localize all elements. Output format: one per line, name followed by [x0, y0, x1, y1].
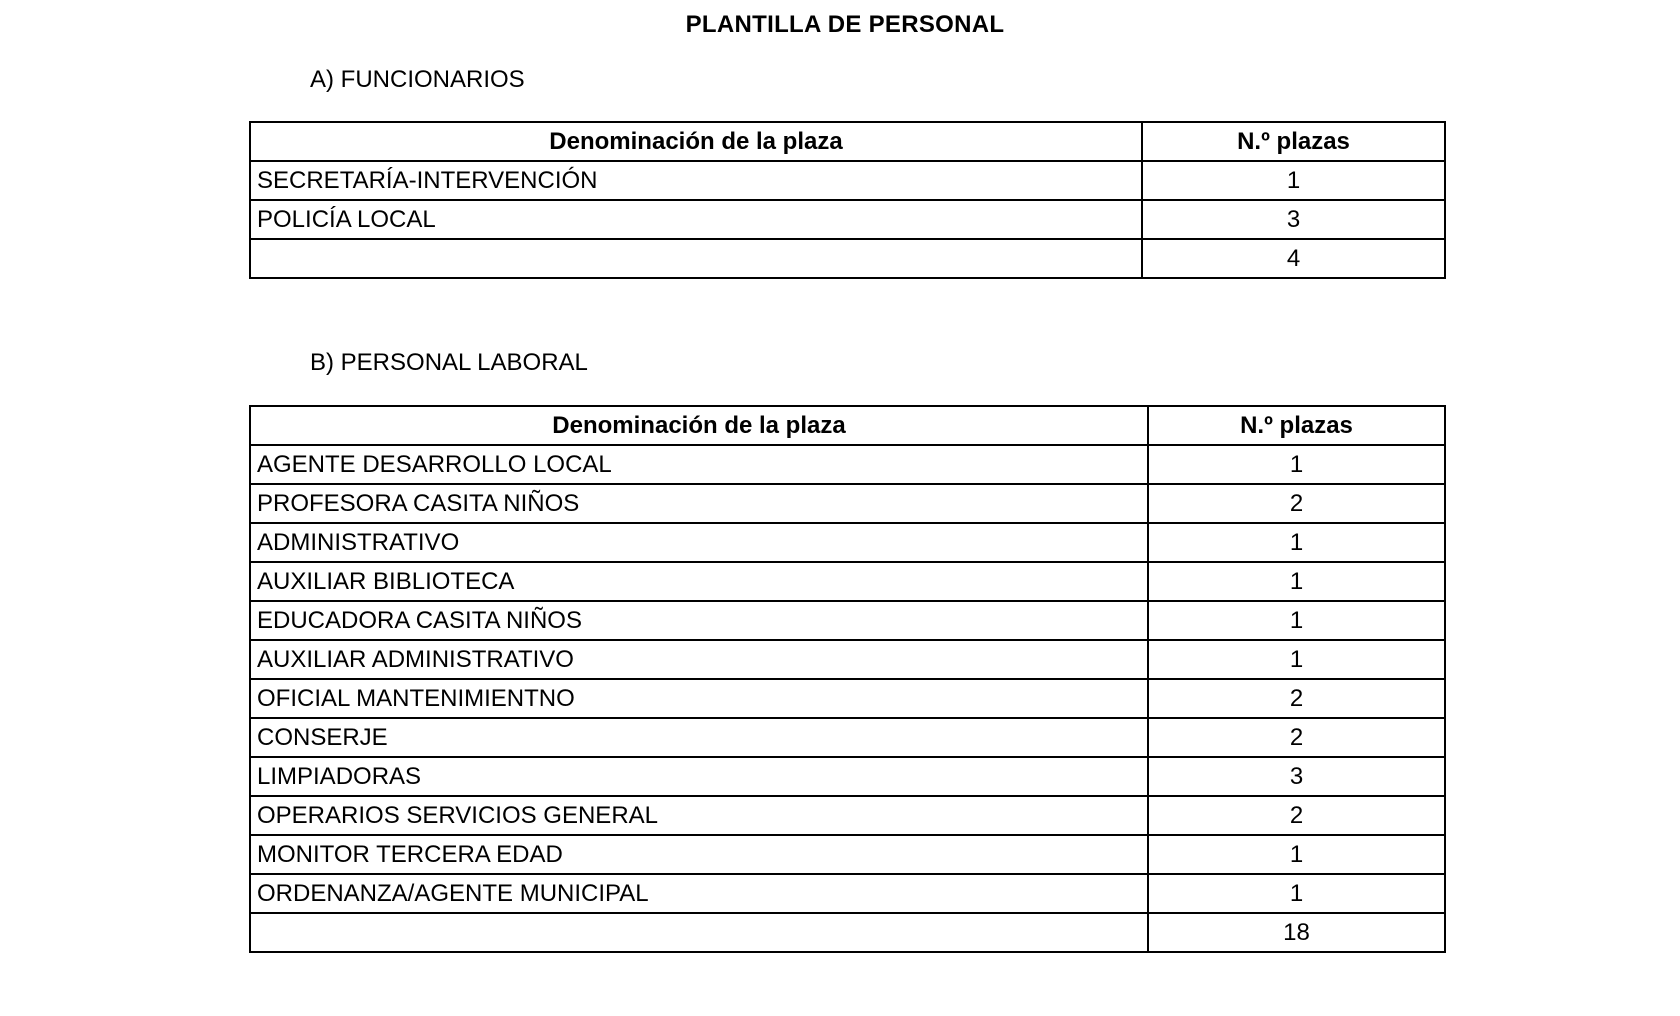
table-row	[250, 640, 1445, 679]
row-denominacion: SECRETARÍA-INTERVENCIÓN	[250, 161, 1142, 200]
row-plazas: 1	[1148, 601, 1445, 640]
document-title: PLANTILLA DE PERSONAL	[685, 11, 1005, 38]
table-row	[250, 835, 1445, 874]
row-denominacion: EDUCADORA CASITA NIÑOS	[250, 601, 1148, 640]
row-denominacion: MONITOR TERCERA EDAD	[250, 835, 1148, 874]
row-denominacion: POLICÍA LOCAL	[250, 200, 1142, 239]
row-plazas: 2	[1148, 796, 1445, 835]
total-label-cell	[250, 913, 1148, 952]
funcionarios-table	[249, 121, 1446, 279]
row-plazas: 1	[1148, 562, 1445, 601]
section-heading-funcionarios: A) FUNCIONARIOS	[310, 66, 525, 93]
row-plazas: 2	[1148, 718, 1445, 757]
row-denominacion: AGENTE DESARROLLO LOCAL	[250, 445, 1148, 484]
table-row	[250, 601, 1445, 640]
row-denominacion: PROFESORA CASITA NIÑOS	[250, 484, 1148, 523]
total-label-cell	[250, 239, 1142, 278]
column-header-plazas: N.º plazas	[1148, 406, 1445, 445]
row-plazas: 1	[1148, 523, 1445, 562]
row-plazas: 3	[1142, 200, 1445, 239]
row-plazas: 1	[1142, 161, 1445, 200]
row-denominacion: AUXILIAR BIBLIOTECA	[250, 562, 1148, 601]
table-row	[250, 679, 1445, 718]
row-denominacion: LIMPIADORAS	[250, 757, 1148, 796]
row-plazas: 2	[1148, 679, 1445, 718]
table-row	[250, 562, 1445, 601]
row-plazas: 1	[1148, 835, 1445, 874]
total-plazas: 4	[1142, 239, 1445, 278]
column-header-denominacion: Denominación de la plaza	[250, 406, 1148, 445]
row-denominacion: AUXILIAR ADMINISTRATIVO	[250, 640, 1148, 679]
row-plazas: 3	[1148, 757, 1445, 796]
total-plazas: 18	[1148, 913, 1445, 952]
row-denominacion: ORDENANZA/AGENTE MUNICIPAL	[250, 874, 1148, 913]
row-plazas: 1	[1148, 874, 1445, 913]
section-heading-personal-laboral: B) PERSONAL LABORAL	[310, 349, 588, 376]
row-denominacion: CONSERJE	[250, 718, 1148, 757]
row-denominacion: OPERARIOS SERVICIOS GENERAL	[250, 796, 1148, 835]
table-row	[250, 718, 1445, 757]
personal-laboral-table	[249, 405, 1446, 953]
table-header-row	[250, 406, 1445, 445]
row-denominacion: ADMINISTRATIVO	[250, 523, 1148, 562]
row-denominacion: OFICIAL MANTENIMIENTNO	[250, 679, 1148, 718]
table-row	[250, 796, 1445, 835]
total-row	[250, 913, 1445, 952]
row-plazas: 2	[1148, 484, 1445, 523]
row-plazas: 1	[1148, 640, 1445, 679]
row-plazas: 1	[1148, 445, 1445, 484]
table-row	[250, 874, 1445, 913]
total-row	[250, 239, 1445, 278]
table-row	[250, 200, 1445, 239]
table-row	[250, 484, 1445, 523]
table-row	[250, 161, 1445, 200]
column-header-denominacion: Denominación de la plaza	[250, 122, 1142, 161]
table-row	[250, 445, 1445, 484]
table-header-row	[250, 122, 1445, 161]
table-row	[250, 523, 1445, 562]
table-row	[250, 757, 1445, 796]
column-header-plazas: N.º plazas	[1142, 122, 1445, 161]
